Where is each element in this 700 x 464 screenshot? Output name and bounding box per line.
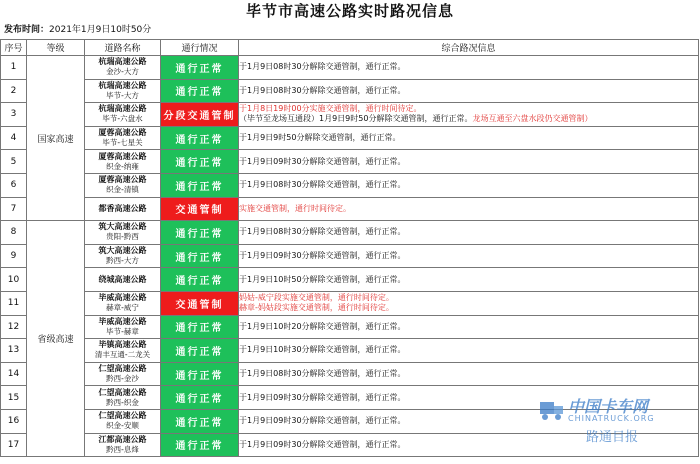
header-road: 道路名称	[85, 40, 161, 56]
row-number: 16	[1, 409, 27, 433]
road-info	[239, 56, 699, 80]
road-name: 仁望高速公路	[98, 387, 147, 397]
road-section: 织金-安顺	[106, 421, 139, 431]
table-row	[1, 126, 699, 150]
status-badge-normal: 通行正常	[161, 173, 239, 197]
table-row	[1, 56, 699, 80]
road-cell	[85, 362, 161, 386]
road-section: 金沙-大方	[106, 67, 139, 77]
road-cell	[85, 339, 161, 363]
status-badge-control: 分段交通管制	[161, 103, 239, 127]
row-number: 10	[1, 268, 27, 292]
road-section: 织金-清镇	[106, 185, 139, 195]
road-cell	[85, 409, 161, 433]
road-cell	[85, 244, 161, 268]
table-row	[1, 197, 699, 221]
road-section: 清丰互通-二龙关	[94, 350, 151, 360]
info-line: 于1月9日08时30分解除交通管制，通行正常。	[239, 85, 406, 95]
road-name: 都香高速公路	[98, 203, 147, 213]
row-number: 3	[1, 103, 27, 127]
road-info	[239, 268, 699, 292]
table-row	[1, 268, 699, 292]
road-info	[239, 79, 699, 103]
info-line: 于1月8日19时00分实施交通管制，通行时间待定。	[239, 104, 422, 114]
road-name: 杭瑞高速公路	[98, 80, 147, 90]
status-badge-normal: 通行正常	[161, 339, 239, 363]
road-name: 仁望高速公路	[98, 364, 147, 374]
road-cell	[85, 126, 161, 150]
header-info: 综合路况信息	[239, 40, 699, 56]
status-badge-control: 交通管制	[161, 197, 239, 221]
road-section: 赫章-威宁	[106, 303, 139, 313]
status-badge-normal: 通行正常	[161, 268, 239, 292]
road-cell	[85, 433, 161, 457]
info-line: 于1月9日10时50分解除交通管制，通行正常。	[239, 274, 406, 284]
info-line: 于1月9日09时30分解除交通管制，通行正常。	[239, 439, 406, 449]
status-badge-normal: 通行正常	[161, 150, 239, 174]
row-number: 14	[1, 362, 27, 386]
watermark-logo	[538, 392, 694, 452]
status-badge-normal: 通行正常	[161, 362, 239, 386]
row-number: 15	[1, 386, 27, 410]
road-name: 毕威高速公路	[98, 316, 147, 326]
info-line-2-warn: 龙场互通至六盘水段仍交通管制）	[472, 114, 593, 124]
road-section: 黔西-息烽	[106, 444, 139, 454]
row-number: 8	[1, 221, 27, 245]
road-name: 毕镇高速公路	[98, 340, 147, 350]
status-badge-normal: 通行正常	[161, 126, 239, 150]
table-row	[1, 362, 699, 386]
road-cell	[85, 173, 161, 197]
page-title: 毕节市高速公路实时路况信息	[245, 2, 454, 20]
table-row	[1, 315, 699, 339]
table-row	[1, 244, 699, 268]
row-number: 2	[1, 79, 27, 103]
row-number: 5	[1, 150, 27, 174]
header-status: 通行情况	[161, 40, 239, 56]
table-row	[1, 103, 699, 127]
truck-icon	[538, 396, 566, 422]
road-section: 毕节-七星关	[102, 138, 143, 148]
road-name: 厦蓉高速公路	[98, 175, 147, 185]
publish-label: 发布时间：	[4, 25, 50, 35]
road-section: 毕节-大方	[106, 90, 139, 100]
road-info	[239, 339, 699, 363]
status-badge-normal: 通行正常	[161, 315, 239, 339]
table-row	[1, 150, 699, 174]
info-line: 于1月9日9时50分解除交通管制，通行正常。	[239, 133, 401, 143]
info-line: 于1月9日08时30分解除交通管制，通行正常。	[239, 62, 406, 72]
level-provincial: 省级高速	[27, 221, 85, 457]
road-name: 绕城高速公路	[98, 274, 147, 284]
road-cell	[85, 386, 161, 410]
row-number: 1	[1, 56, 27, 80]
road-name: 厦蓉高速公路	[98, 128, 147, 138]
info-line: 于1月9日09时30分解除交通管制，通行正常。	[239, 251, 406, 261]
road-info	[239, 362, 699, 386]
info-line: 妈姑-威宁段实施交通管制，通行时间待定。	[239, 293, 394, 303]
table-row	[1, 173, 699, 197]
road-info	[239, 126, 699, 150]
road-section: 毕节-赫章	[106, 326, 139, 336]
status-badge-normal: 通行正常	[161, 433, 239, 457]
road-info	[239, 150, 699, 174]
info-line: 于1月9日09时30分解除交通管制，通行正常。	[239, 392, 406, 402]
header-no: 序号	[1, 40, 27, 56]
road-name: 江都高速公路	[98, 434, 147, 444]
road-section: 黔西-金沙	[106, 374, 139, 384]
info-line: 于1月9日08时30分解除交通管制，通行正常。	[239, 227, 406, 237]
road-name: 毕威高速公路	[98, 293, 147, 303]
watermark-sub: 路通目报	[586, 430, 639, 445]
level-national: 国家高速	[27, 56, 85, 221]
road-cell	[85, 315, 161, 339]
info-line: 于1月9日08时30分解除交通管制，通行正常。	[239, 369, 406, 379]
info-line: 于1月9日09时30分解除交通管制，通行正常。	[239, 156, 406, 166]
road-info	[239, 244, 699, 268]
road-info	[239, 291, 699, 315]
publish-value: 2021年1月9日10时50分	[49, 25, 152, 35]
road-name: 筑大高速公路	[98, 222, 147, 232]
info-line: 于1月9日10时30分解除交通管制，通行正常。	[239, 345, 406, 355]
table-row	[1, 221, 699, 245]
table-row	[1, 79, 699, 103]
info-line: 实施交通管制，通行时间待定。	[239, 203, 351, 213]
road-cell	[85, 268, 161, 292]
status-badge-normal: 通行正常	[161, 56, 239, 80]
road-section: 毕节-六盘水	[102, 114, 143, 124]
road-info	[239, 197, 699, 221]
road-info	[239, 315, 699, 339]
road-name: 仁望高速公路	[98, 411, 147, 421]
road-cell	[85, 221, 161, 245]
row-number: 17	[1, 433, 27, 457]
table-header-row	[1, 40, 699, 56]
info-line-2-part: （毕节至龙场互通段）1月9日9时50分解除交通管制，通行正常。	[239, 114, 473, 124]
road-cell	[85, 197, 161, 221]
row-number: 12	[1, 315, 27, 339]
publish-time	[4, 22, 151, 38]
info-line: 于1月9日08时30分解除交通管制，通行正常。	[239, 180, 406, 190]
road-section: 黔西-织金	[106, 397, 139, 407]
info-line: 于1月9日09时30分解除交通管制，通行正常。	[239, 416, 406, 426]
road-name: 筑大高速公路	[98, 246, 147, 256]
table-row	[1, 291, 699, 315]
table-row	[1, 339, 699, 363]
header-level: 等级	[27, 40, 85, 56]
row-number: 11	[1, 291, 27, 315]
status-badge-normal: 通行正常	[161, 221, 239, 245]
status-badge-normal: 通行正常	[161, 79, 239, 103]
road-section: 黔西-大方	[106, 256, 139, 266]
road-cell	[85, 79, 161, 103]
road-info	[239, 173, 699, 197]
row-number: 9	[1, 244, 27, 268]
road-info	[239, 103, 699, 127]
status-badge-normal: 通行正常	[161, 409, 239, 433]
watermark-cn: 中国卡车网	[568, 397, 649, 416]
info-line-2-part: 赫章-妈姑段实施交通管制，通行时间待定。	[239, 303, 394, 313]
road-info	[239, 221, 699, 245]
row-number: 7	[1, 197, 27, 221]
row-number: 6	[1, 173, 27, 197]
road-cell	[85, 103, 161, 127]
watermark-en: CHINATRUCK.ORG	[568, 414, 655, 423]
status-badge-normal: 通行正常	[161, 244, 239, 268]
road-name: 厦蓉高速公路	[98, 151, 147, 161]
row-number: 13	[1, 339, 27, 363]
info-line: 于1月9日10时20分解除交通管制，通行正常。	[239, 321, 406, 331]
road-cell	[85, 291, 161, 315]
status-badge-control: 交通管制	[161, 291, 239, 315]
status-badge-normal: 通行正常	[161, 386, 239, 410]
info-line-2	[239, 303, 698, 313]
road-section: 织金-纳雍	[106, 161, 139, 171]
road-cell	[85, 56, 161, 80]
road-cell	[85, 150, 161, 174]
row-number: 4	[1, 126, 27, 150]
road-name: 杭瑞高速公路	[98, 57, 147, 67]
road-name: 杭瑞高速公路	[98, 104, 147, 114]
road-section: 贵阳-黔西	[106, 232, 139, 242]
info-line-2	[239, 114, 698, 124]
